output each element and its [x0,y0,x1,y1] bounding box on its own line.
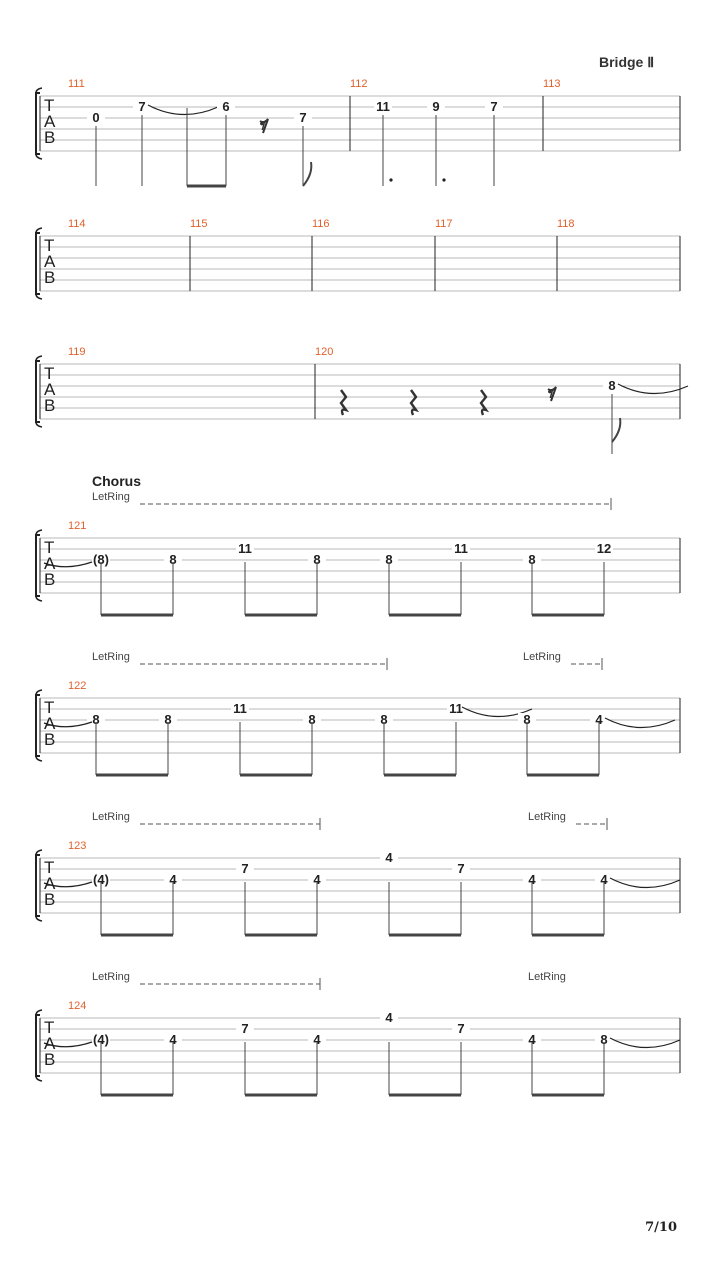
fret-number: (4) [93,872,109,887]
letring-label: LetRing [528,811,566,823]
fret-number: 8 [528,552,536,567]
fret-number: 8 [308,712,316,727]
system-bracket [36,93,40,154]
tab-clef-letter: B [44,730,56,749]
measure-number: 122 [68,680,87,692]
fret-number: 4 [169,872,177,887]
fret-number: 4 [528,872,536,887]
tab-clef-letter: T [44,364,55,383]
letring-label: LetRing [92,971,130,983]
tie-arc [148,105,218,115]
quarter-rest [481,390,486,415]
fret-number: 4 [595,712,603,727]
fret-number: 4 [313,1032,321,1047]
measure-number: 116 [312,218,330,230]
fret-number: 7 [490,99,498,114]
letring-label: LetRing [92,491,130,503]
measure-number: 113 [543,78,561,90]
tab-clef-letter: A [44,554,56,573]
fret-number: 8 [600,1032,608,1047]
fret-number: 11 [376,99,390,114]
tab-clef-letter: T [44,698,55,717]
fret-number: 8 [385,552,393,567]
system-bracket [36,695,40,756]
tab-clef-letter: A [44,874,56,893]
fret-number: 4 [600,872,608,887]
tab-clef-letter: T [44,1018,55,1037]
tab-clef-letter: B [44,570,56,589]
fret-number: 4 [385,850,393,865]
fret-number: 8 [523,712,531,727]
eighth-rest: 𝄾 [548,384,554,406]
measure-number: 119 [68,346,86,358]
measure-number: 118 [557,218,575,230]
tab-clef-letter: T [44,858,55,877]
fret-number: 9 [432,99,440,114]
fret-number: (4) [93,1032,109,1047]
system-bracket [36,535,40,596]
fret-number: 4 [528,1032,536,1047]
page-number: 7/10 [645,1220,677,1235]
tab-clef-letter: T [44,236,55,255]
measure-number: 120 [315,346,334,358]
measure-number: 121 [68,520,87,532]
tab-clef-letter: T [44,538,55,557]
tab-clef-letter: A [44,714,56,733]
fret-number: 7 [299,110,307,125]
letring-label: LetRing [523,651,561,663]
fret-number: 7 [138,99,146,114]
fret-number: 8 [92,712,100,727]
letring-label: LetRing [528,971,566,983]
fret-number: 8 [169,552,177,567]
tie-arc [610,1038,680,1048]
fret-number: 8 [380,712,388,727]
system-bracket [36,1015,40,1076]
tab-clef-letter: B [44,396,56,415]
fret-number: (8) [93,552,109,567]
tab-clef-letter: T [44,96,55,115]
fret-number: 4 [385,1010,393,1025]
fret-number: 7 [241,1021,249,1036]
measure-number: 112 [350,78,368,90]
tie-arc [610,878,680,888]
fret-number: 11 [233,701,247,716]
note-flag [303,162,311,186]
eighth-rest: 𝄾 [260,116,266,138]
quarter-rest [341,390,346,415]
fret-number: 4 [313,872,321,887]
measure-number: 117 [435,218,453,230]
tab-clef-letter: B [44,268,56,287]
tie-arc [605,718,675,728]
dot [389,178,392,181]
fret-number: 6 [222,99,230,114]
tab-clef-letter: A [44,112,56,131]
tab-clef-letter: B [44,890,56,909]
fret-number: 11 [454,541,468,556]
system-bracket [36,233,40,294]
measure-number: 111 [68,78,85,90]
fret-number: 7 [241,861,249,876]
fret-number: 7 [457,1021,465,1036]
dot [442,178,445,181]
fret-number: 7 [457,861,465,876]
system-bracket [36,855,40,916]
tab-clef-letter: B [44,1050,56,1069]
system-bracket [36,361,40,422]
fret-number: 8 [164,712,172,727]
tab-clef-letter: A [44,252,56,271]
fret-number: 8 [608,378,616,393]
fret-number: 8 [313,552,321,567]
fret-number: 11 [449,701,463,716]
measure-number: 123 [68,840,87,852]
section-label: Chorus [92,473,141,489]
note-flag [612,418,620,442]
letring-label: LetRing [92,811,130,823]
quarter-rest [411,390,416,415]
section-title: Bridge Ⅱ [599,54,655,70]
fret-number: 0 [92,110,100,125]
tie-arc [618,384,688,394]
fret-number: 4 [169,1032,177,1047]
measure-number: 114 [68,218,86,230]
measure-number: 115 [190,218,208,230]
tab-clef-letter: B [44,128,56,147]
fret-number: 12 [596,541,612,556]
tab-clef-letter: A [44,380,56,399]
letring-label: LetRing [92,651,130,663]
fret-number: 11 [238,541,252,556]
measure-number: 124 [68,1000,87,1012]
tab-clef-letter: A [44,1034,56,1053]
